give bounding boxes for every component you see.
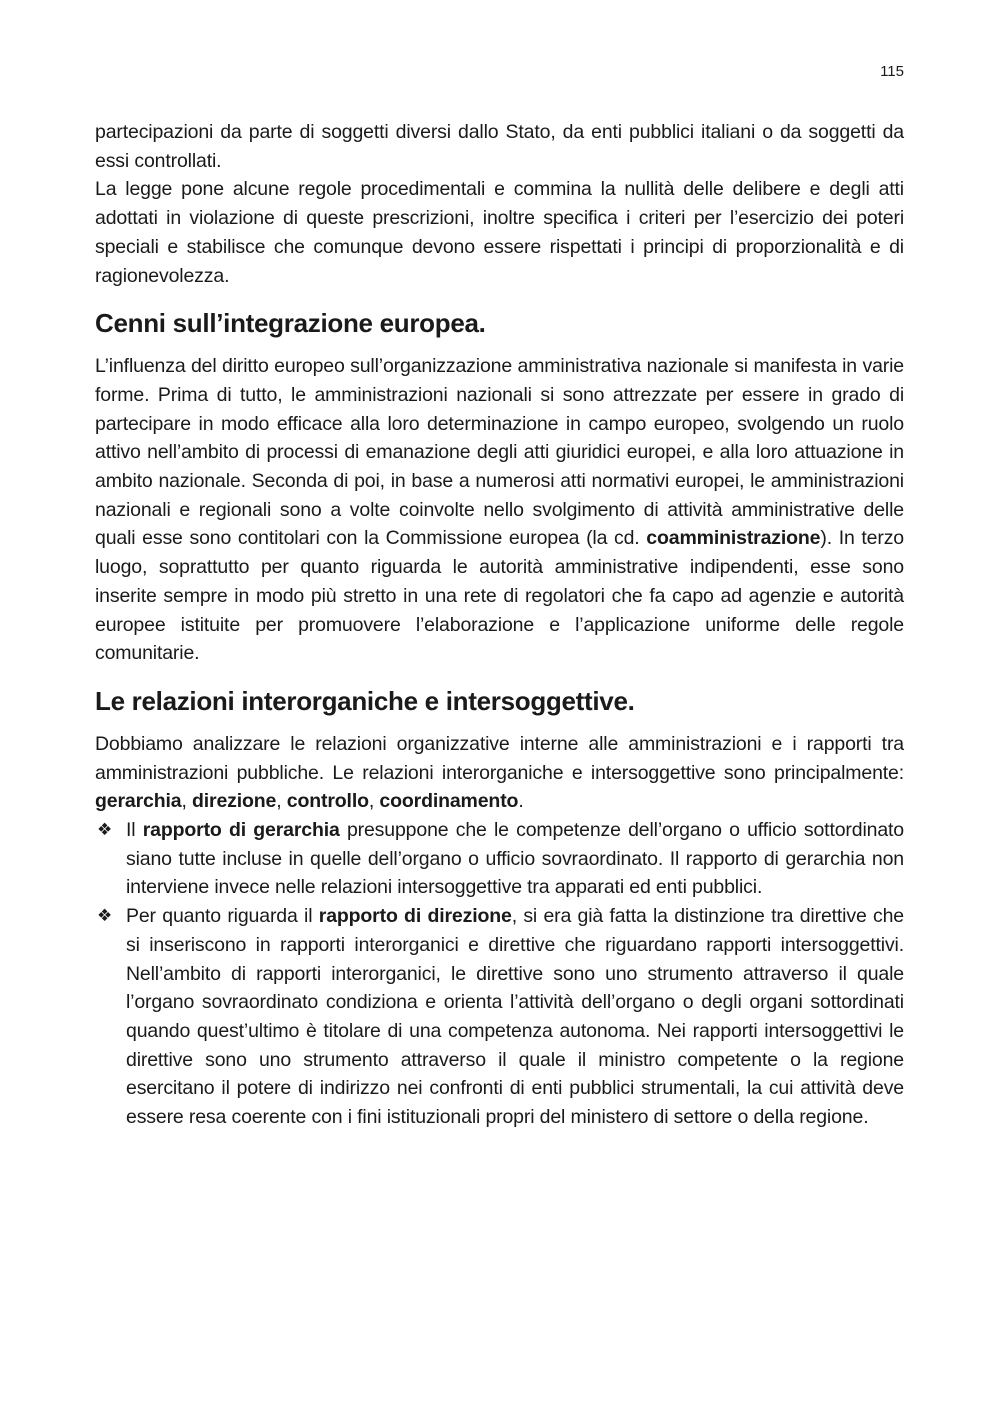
bold-term-rapporto-gerarchia: rapporto di gerarchia (142, 819, 340, 842)
list-item-gerarchia (95, 816, 904, 902)
bold-term-gerarchia: gerarchia (95, 790, 182, 813)
paragraph-integrazione-europea (95, 352, 904, 668)
separator: , (276, 790, 287, 813)
bold-term-rapporto-direzione: rapporto di direzione (318, 905, 512, 928)
page-number: 115 (880, 63, 904, 80)
text-segment: L’influenza del diritto europeo sull’organizzazione amministrativa nazionale si manifesta in varie forme. Prima di tutto, le amministrazioni nazionali si sono attrezzate per essere in grado di partecipare in modo efficace alla loro determinazione in campo europeo, svolgendo un ruolo attivo nell’ambito di processi di emanazione degli atti giuridici europei, e alla loro attuazione in ambito nazionale. Seconda di poi, in base a numerosi atti normativi europei, le amministrazioni nazionali e regionali sono a volte coinvolte nello svolgimento di attività amministrative delle quali esse sono contitolari con la Commissione europea (la cd. (95, 355, 904, 550)
text-segment: presuppone che le competenze dell’organo o ufficio sottordinato siano tutte incluse in quelle dell’organo o ufficio sovraordinato. Il rapporto di gerarchia non interviene invece nelle relazioni intersoggettive tra apparati ed enti pubblici. (126, 819, 904, 899)
text-segment: , si era già fatta la distinzione tra direttive che si inseriscono in rapporti interorganici e direttive che riguardano rapporti intersoggettivi. Nell’ambito di rapporti interorganici, le direttive sono uno strumento attraverso il quale l’organo sovraordinato condiziona e orienta l’attività dell’organo o degli organi sottordinati quando quest’ultimo è titolare di una competenza autonoma. Nei rapporti intersoggettivi le direttive sono uno strumento attraverso il quale il ministro competente o la regione esercitano il potere di indirizzo nei confronti di enti pubblici strumentali, la cui attività deve essere resa coerente con i fini istituzionali propri del ministero di settore o della regione. (126, 905, 904, 1129)
document-body (95, 118, 904, 1132)
bullet-list (95, 816, 904, 1132)
separator: , (368, 790, 380, 813)
bold-term-coamministrazione: coamministrazione (646, 527, 821, 550)
heading-relazioni-interorganiche: Le relazioni interorganiche e intersoggettive. (95, 685, 635, 716)
sentence-end: . (518, 790, 524, 813)
paragraph-intro-1: partecipazioni da parte di soggetti diversi dallo Stato, da enti pubblici italiani o da soggetti da essi controllati. (95, 121, 904, 172)
separator: , (181, 790, 192, 813)
paragraph-relazioni-intro (95, 730, 904, 816)
paragraph-intro-2: La legge pone alcune regole procedimentali e commina la nullità delle delibere e degli atti adottati in violazione di queste prescrizioni, inoltre specifica i criteri per l’esercizio dei poteri speciali e stabilisce che comunque devono essere rispettati i principi di proporzionalità e di ragionevolezza. (95, 178, 904, 287)
list-item-direzione (95, 902, 904, 1132)
bold-term-coordinamento: coordinamento (379, 790, 519, 813)
text-segment: Il (126, 819, 143, 842)
text-segment: ). In terzo luogo, soprattutto per quanto riguarda le autorità amministrative indipendenti, esse sono inserite sempre in modo più stretto in una rete di regolatori che fa capo ad agenzie e autorità europee istituite per promuovere l’elaborazione e l’applicazione uniforme delle regole comunitarie. (95, 527, 904, 665)
diamond-bullet-icon: ❖ (97, 820, 113, 840)
bold-term-direzione: direzione (192, 790, 277, 813)
text-segment: Per quanto riguarda il (126, 905, 319, 928)
heading-integrazione-europea: Cenni sull’integrazione europea. (95, 308, 486, 339)
text-segment: Dobbiamo analizzare le relazioni organizzative interne alle amministrazioni e i rapporti tra amministrazioni pubbliche. Le relazioni interorganiche e intersoggettive sono principalmente: (95, 732, 904, 784)
bold-term-controllo: controllo (286, 790, 369, 813)
diamond-bullet-icon: ❖ (97, 906, 113, 926)
